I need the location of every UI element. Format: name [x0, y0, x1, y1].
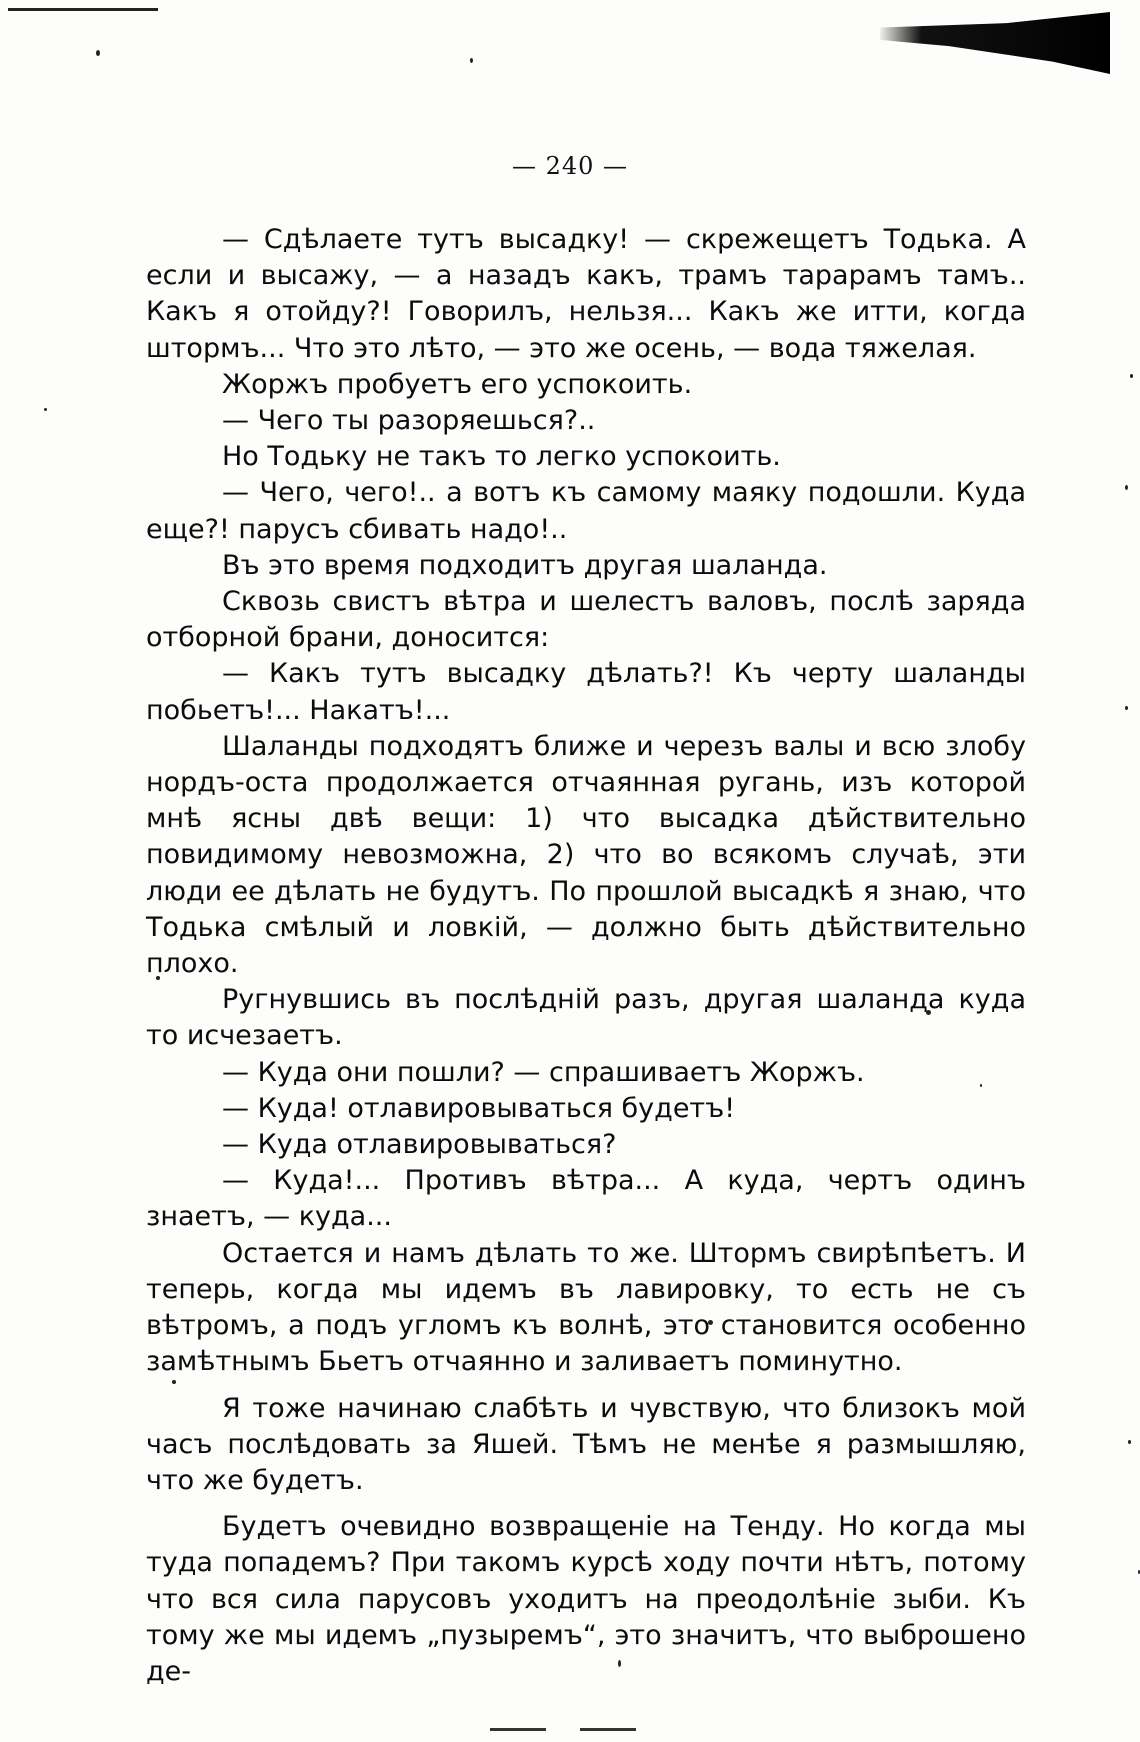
- scan-shadow-mark: [880, 12, 1110, 74]
- paragraph: — Чего, чего!.. а вотъ къ самому маяку подошли. Куда еще?! парусъ сбивать надо!..: [146, 477, 1026, 545]
- scan-speck: [1130, 374, 1133, 378]
- scan-speck: [96, 50, 100, 56]
- paragraph: — Какъ тутъ высадку дѣлать?! Къ черту шаланды побьетъ!... Накатъ!...: [146, 658, 1026, 726]
- paragraph: — Чего ты разоряешься?..: [222, 405, 596, 437]
- paragraph: Остается и намъ дѣлать то же. Штормъ свирѣпѣетъ. И теперь, когда мы идемъ въ лавировку, то есть не съ вѣтромъ, а подъ угломъ къ волнѣ, это становится особенно замѣтнымъ Бьетъ отчаянно и заливаетъ поминутно.: [146, 1237, 1026, 1378]
- scan-bottom-mark: [490, 1728, 546, 1731]
- scan-speck: [1128, 1440, 1131, 1444]
- paragraph: Я тоже начинаю слабѣть и чувствую, что близокъ мой часъ послѣдовать за Яшей. Тѣмъ не менѣе я размышляю, что же будетъ.: [146, 1392, 1026, 1496]
- scan-speck: [1125, 706, 1128, 710]
- scan-bottom-mark: [580, 1728, 636, 1731]
- paragraph: — Куда отлавировываться?: [222, 1129, 617, 1161]
- body-text: [146, 222, 1026, 1690]
- paragraph: Шаланды подходятъ ближе и черезъ валы и всю злобу нордъ-оста продолжается отчаянная ругань, изъ которой мнѣ ясны двѣ вещи: 1) что высадка дѣйствительно повидимому невозможна, 2) что во всякомъ случаѣ, эти люди ее дѣлать не будутъ. По прошлой высадкѣ я знаю, что Тодька смѣлый и ловкій, — должно быть дѣйствительно плохо.: [146, 730, 1026, 980]
- paragraph: Ругнувшись въ послѣдній разъ, другая шаланда куда то исчезаетъ.: [146, 984, 1026, 1052]
- paragraph: Будетъ очевидно возвращеніе на Тенду. Но когда мы туда попадемъ? При такомъ курсѣ ходу почти нѣтъ, потому что вся сила парусовъ уходитъ на преодолѣніе зыби. Къ тому же мы идемъ „пузыремъ“, это значитъ, что выброшено де-: [146, 1511, 1026, 1687]
- scan-speck: [44, 408, 47, 411]
- paragraph: Въ это время подходитъ другая шаланда.: [222, 549, 828, 581]
- paragraph: — Куда!... Противъ вѣтра... А куда, чертъ одинъ знаетъ, — куда...: [146, 1165, 1026, 1233]
- page-number: — 240 —: [511, 152, 629, 180]
- paragraph: — Куда они пошли? — спрашиваетъ Жоржъ.: [222, 1056, 865, 1088]
- scan-speck: [470, 58, 473, 63]
- paragraph: Жоржъ пробуетъ его успокоить.: [222, 368, 693, 400]
- paragraph: — Куда! отлавировываться будетъ!: [222, 1092, 736, 1124]
- paragraph: Сквозь свистъ вѣтра и шелестъ валовъ, послѣ заряда отборной брани, доносится:: [146, 586, 1026, 654]
- paragraph: Но Тодьку не такъ то легко успокоить.: [222, 441, 781, 473]
- scan-edge-mark: [8, 8, 158, 11]
- paragraph: — Сдѣлаете тутъ высадку! — скрежещетъ Тодька. А если и высажу, — а назадъ какъ, трамъ тарарамъ тамъ.. Какъ я отойду?! Говорилъ, нельзя... Какъ же итти, когда штормъ... Что это лѣто, — это же осень, — вода тяжелая.: [146, 224, 1026, 364]
- scan-speck: [1125, 485, 1128, 490]
